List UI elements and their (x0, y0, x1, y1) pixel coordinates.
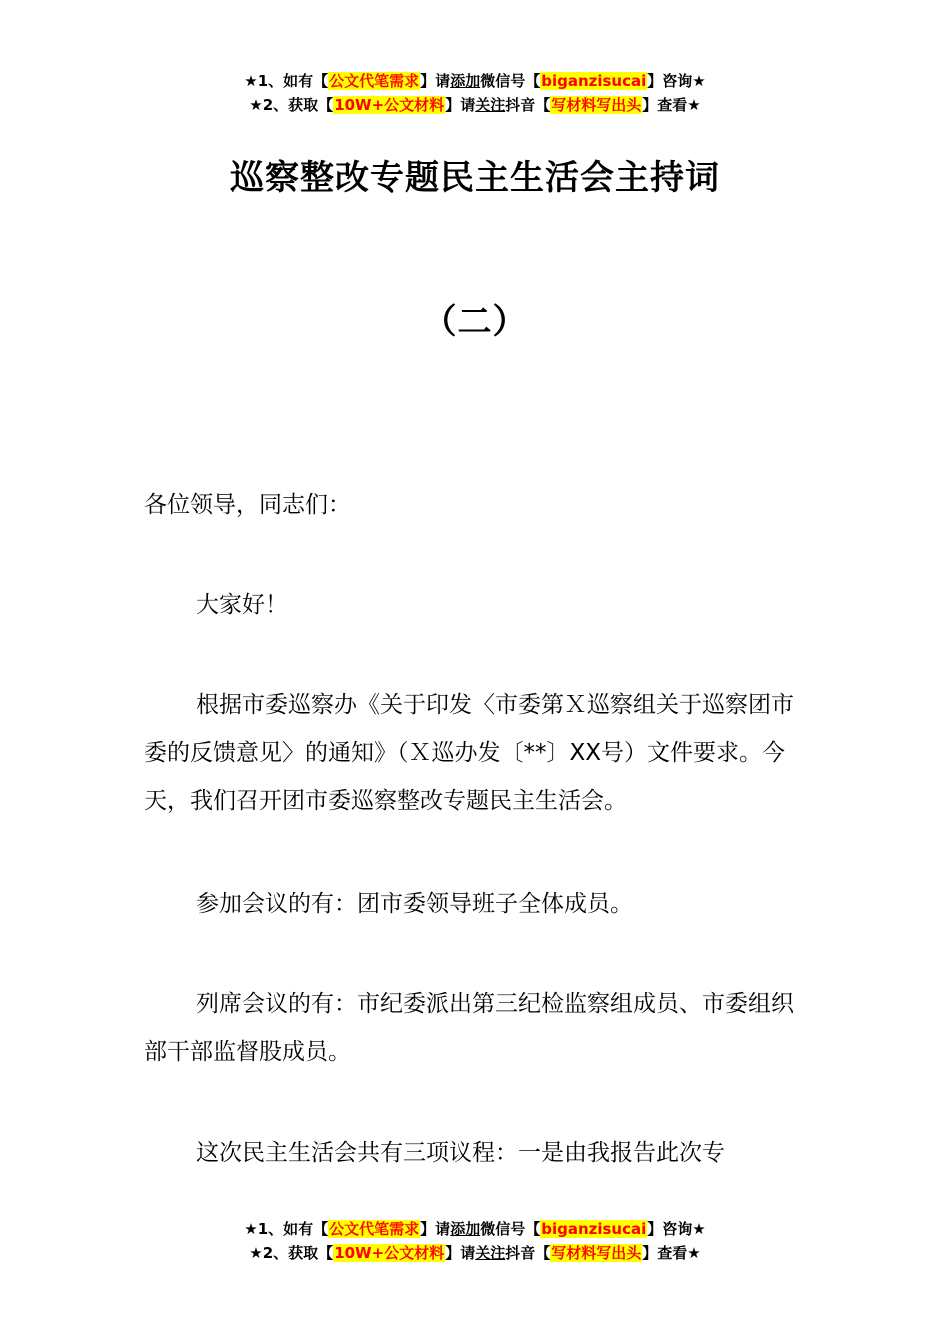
promo-highlight-service: 公文代笔需求 (329, 72, 420, 90)
paragraph-observers: 列席会议的有：市纪委派出第三纪检监察组成员、市委组织部干部监督股成员。 (144, 991, 794, 1065)
paragraph-greeting: 大家好！ (196, 592, 288, 618)
promo-highlight-materials: 10W+公文材料 (334, 1244, 445, 1262)
paragraph-agenda: 这次民主生活会共有三项议程：一是由我报告此次专 (196, 1140, 725, 1166)
promo-highlight-service: 公文代笔需求 (329, 1220, 420, 1238)
header-promo-banner (0, 69, 950, 117)
promo-underline-add: 添加 (450, 1220, 481, 1238)
promo-highlight-douyin-account: 写材料写出头 (551, 1244, 642, 1262)
promo-highlight-wechat-id: biganzisucai (541, 72, 647, 90)
promo-underline-follow: 关注 (475, 1244, 506, 1262)
promo-line-1: ★1、如有【公文代笔需求】请添加微信号【biganzisucai】咨询★ (244, 72, 706, 90)
promo-highlight-wechat-id: biganzisucai (541, 1220, 647, 1238)
document-subtitle: （二） (422, 302, 528, 342)
document-title: 巡察整改专题民主生活会主持词 (230, 158, 720, 198)
footer-promo-banner (0, 1217, 950, 1265)
promo-highlight-materials: 10W+公文材料 (334, 96, 445, 114)
promo-line-2: ★2、获取【10W+公文材料】请关注抖音【写材料写出头】查看★ (249, 1244, 701, 1262)
paragraph-participants: 参加会议的有：团市委领导班子全体成员。 (196, 891, 633, 917)
promo-line-1: ★1、如有【公文代笔需求】请添加微信号【biganzisucai】咨询★ (244, 1220, 706, 1238)
salutation: 各位领导，同志们： (144, 492, 351, 518)
promo-underline-add: 添加 (450, 72, 481, 90)
promo-highlight-douyin-account: 写材料写出头 (551, 96, 642, 114)
promo-line-2: ★2、获取【10W+公文材料】请关注抖音【写材料写出头】查看★ (249, 96, 701, 114)
paragraph-meeting-basis: 根据市委巡察办《关于印发〈市委第Ｘ巡察组关于巡察团市委的反馈意见〉的通知》（Ｘ巡办发〔**〕XX号）文件要求。今天，我们召开团市委巡察整改专题民主生活会。 (144, 692, 794, 814)
promo-underline-follow: 关注 (475, 96, 506, 114)
